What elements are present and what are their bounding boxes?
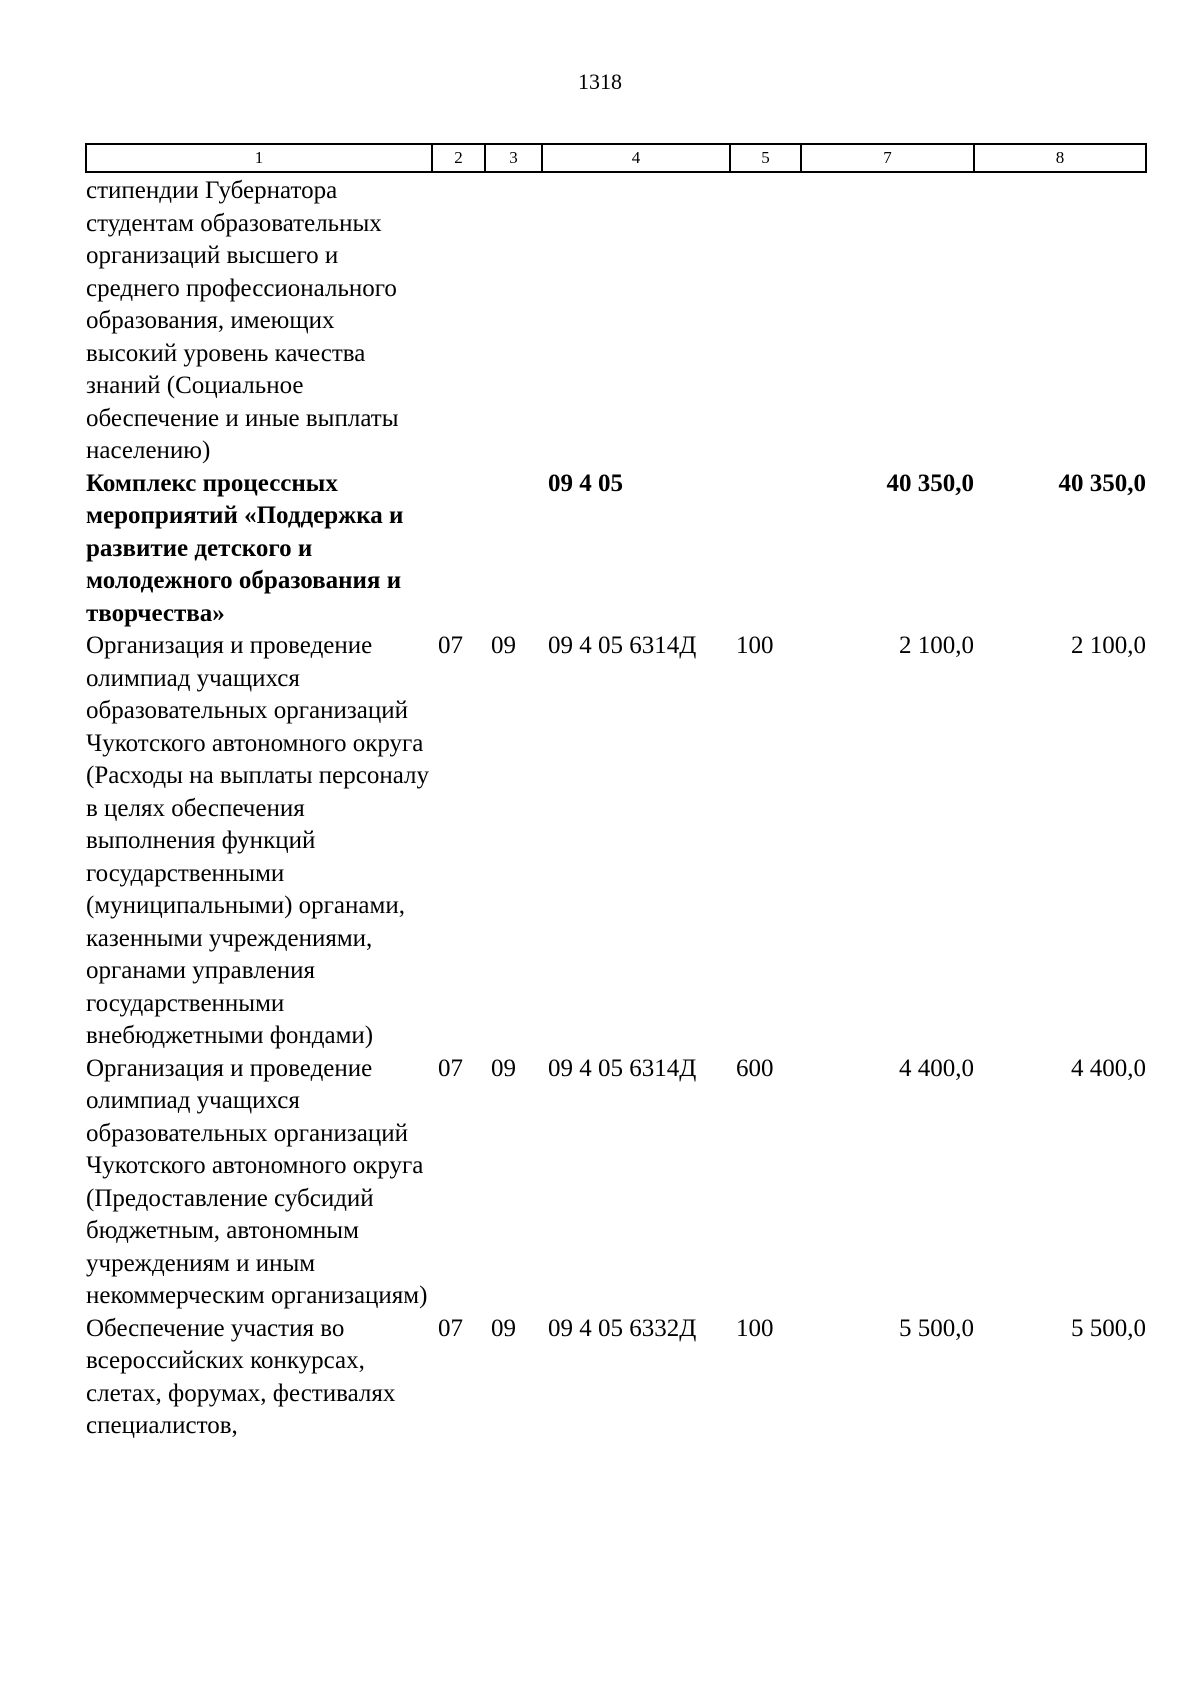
row-expense-type: 600	[736, 1054, 774, 1082]
row-subsection	[485, 468, 542, 631]
row-name: Обеспечение участия во всероссийских конкурсах, слетах, форумах, фестивалях специалистов,	[86, 1314, 396, 1439]
row-target-article	[542, 172, 730, 468]
page-number: 1318	[578, 69, 622, 94]
table-row	[86, 630, 1146, 1053]
column-header-3: 3	[485, 144, 542, 172]
row-expense-type: 100	[736, 1314, 774, 1342]
row-amount-col8: 4 400,0	[1071, 1054, 1146, 1082]
row-amount-col8: 2 100,0	[1071, 632, 1146, 659]
row-subsection: 09	[491, 1314, 516, 1342]
row-target-article: 09 4 05	[548, 469, 623, 497]
row-name: Комплекс процессных мероприятий «Поддержка и развитие детского и молодежного образования и творчества»	[86, 469, 404, 627]
row-name: стипендии Губернатора студентам образовательных организаций высшего и среднего профессионального образования, имеющих высокий уровень качества знаний (Социальное обеспечение и иные выплаты населению)	[86, 177, 399, 464]
row-target-article: 09 4 05 6332Д	[548, 1314, 697, 1342]
column-header-7: 7	[801, 144, 974, 172]
row-expense-type	[730, 468, 801, 631]
row-subsection: 09	[491, 1054, 516, 1082]
row-subsection	[485, 172, 542, 468]
row-amount-col7: 5 500,0	[899, 1314, 974, 1342]
row-amount-col8: 40 350,0	[1058, 469, 1146, 497]
row-expense-type: 100	[736, 632, 774, 659]
row-section: 07	[438, 632, 463, 659]
column-header-4: 4	[542, 144, 730, 172]
budget-table	[85, 143, 1147, 1443]
row-target-article: 09 4 05 6314Д	[548, 1054, 697, 1082]
row-expense-type	[730, 172, 801, 468]
row-amount-col7: 40 350,0	[886, 469, 974, 497]
row-target-article: 09 4 05 6314Д	[548, 632, 697, 659]
row-amount-col7: 4 400,0	[899, 1054, 974, 1082]
row-section	[432, 468, 485, 631]
column-header-5: 5	[730, 144, 801, 172]
row-section: 07	[438, 1054, 463, 1082]
table-header-row	[86, 144, 1146, 172]
table-row	[86, 468, 1146, 631]
column-header-1: 1	[86, 144, 432, 172]
row-amount-col7	[801, 172, 974, 468]
table-row	[86, 1313, 1146, 1443]
column-header-2: 2	[432, 144, 485, 172]
row-name: Организация и проведение олимпиад учащихся образовательных организаций Чукотского автономного округа (Предоставление субсидий бюджетным, автономным учреждениям и иным некоммерческим организациям)	[86, 1054, 428, 1309]
row-amount-col7: 2 100,0	[899, 632, 974, 659]
row-section: 07	[438, 1314, 463, 1342]
table-row	[86, 1053, 1146, 1313]
column-header-8: 8	[974, 144, 1146, 172]
row-amount-col8	[974, 172, 1146, 468]
row-subsection: 09	[491, 632, 516, 659]
row-name: Организация и проведение олимпиад учащихся образовательных организаций Чукотского автономного округа (Расходы на выплаты персоналу в целях обеспечения выполнения функций государственными (муниципальными) органами, казенными учреждениями, органами управления государственными внебюджетными фондами)	[86, 632, 430, 1049]
row-section	[432, 172, 485, 468]
row-amount-col8: 5 500,0	[1071, 1314, 1146, 1342]
table-row	[86, 172, 1146, 468]
